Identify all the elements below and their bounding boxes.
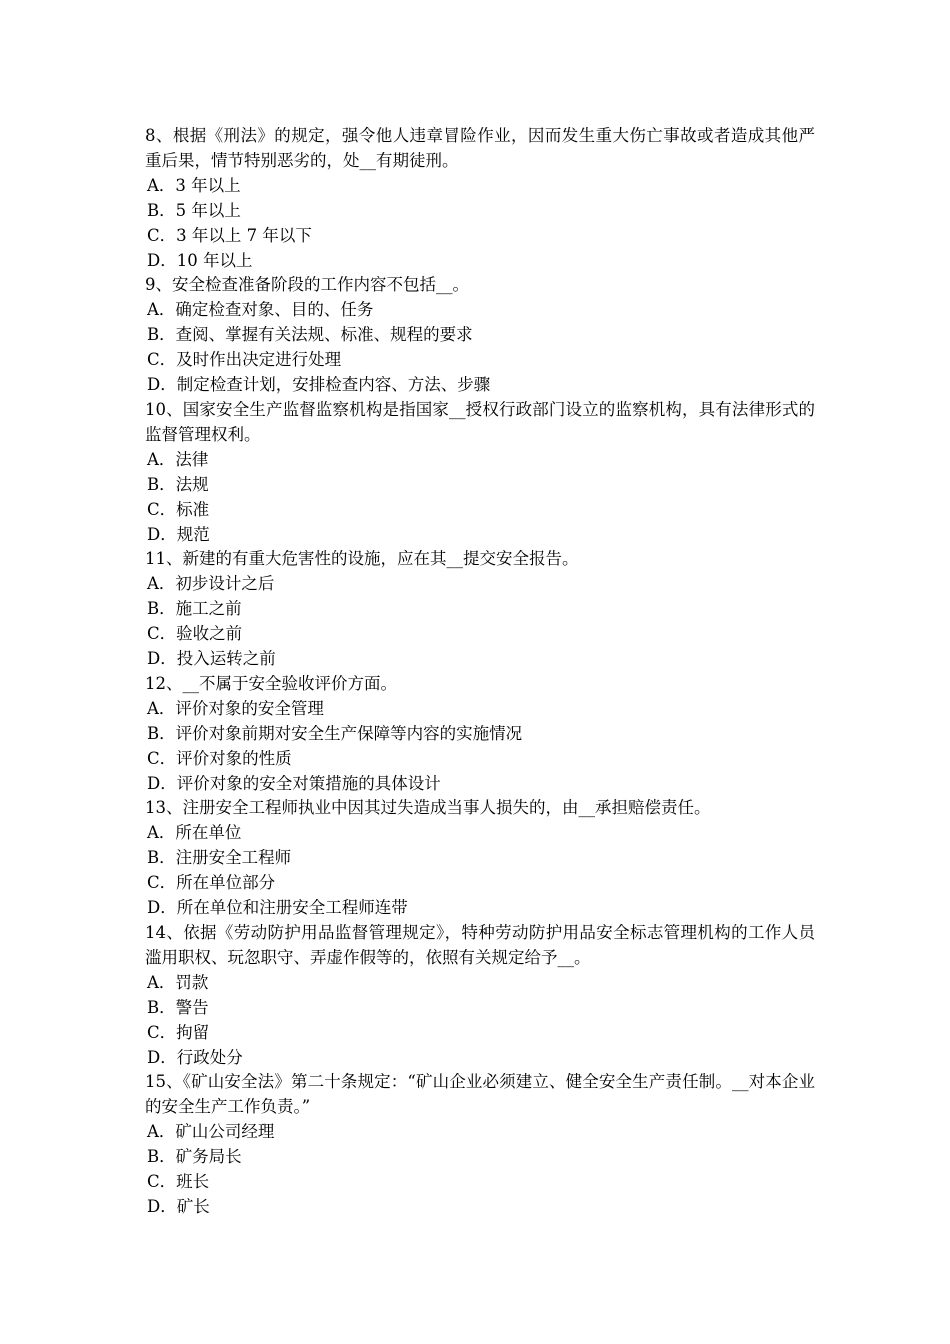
option-b: B．法规 xyxy=(147,474,209,494)
question-text: 13、注册安全工程师执业中因其过失造成当事人损失的，由__承担赔偿责任。 xyxy=(145,798,711,818)
option-a: A．评价对象的安全管理 xyxy=(147,698,324,718)
option-c: C．3 年以上 7 年以下 xyxy=(147,225,312,245)
question-text: 14、依据《劳动防护用品监督管理规定》，特种劳动防护用品安全标志管理机构的工作人员滥用职权、玩忽职守、弄虚作假等的，依照有关规定给予__。 xyxy=(145,923,815,967)
option-a: A．确定检查对象、目的、任务 xyxy=(147,300,374,320)
option-c: C．验收之前 xyxy=(147,624,243,644)
option-a: A．罚款 xyxy=(147,972,209,992)
option-d: D．制定检查计划，安排检查内容、方法、步骤 xyxy=(147,375,491,395)
option-a: A．矿山公司经理 xyxy=(147,1122,275,1142)
option-c: C．所在单位部分 xyxy=(147,873,276,893)
question-14 xyxy=(145,921,815,1070)
question-12 xyxy=(145,672,815,797)
question-text: 11、新建的有重大危害性的设施，应在其__提交安全报告。 xyxy=(145,549,579,569)
option-b: B．评价对象前期对安全生产保障等内容的实施情况 xyxy=(147,723,523,743)
question-text: 10、国家安全生产监督监察机构是指国家__授权行政部门设立的监察机构，具有法律形式的监督管理权利。 xyxy=(145,399,815,444)
question-text: 8、根据《刑法》的规定，强令他人违章冒险作业，因而发生重大伤亡事故或者造成其他严重后果，情节特别恶劣的，处__有期徒刑。 xyxy=(145,126,815,170)
option-d: D．投入运转之前 xyxy=(147,649,276,669)
question-9 xyxy=(145,273,815,398)
question-text: 15、《矿山安全法》第二十条规定：“矿山企业必须建立、健全安全生产责任制。__对本企业的安全生产工作负责。” xyxy=(145,1072,815,1117)
option-c: C．拘留 xyxy=(147,1022,210,1042)
option-d: D．所在单位和注册安全工程师连带 xyxy=(147,898,408,918)
question-10 xyxy=(145,398,815,547)
option-c: C．标准 xyxy=(147,499,210,519)
option-b: B．注册安全工程师 xyxy=(147,848,292,868)
question-11 xyxy=(145,547,815,672)
question-8 xyxy=(145,124,815,273)
option-c: C．评价对象的性质 xyxy=(147,748,292,768)
option-d: D．规范 xyxy=(147,524,210,544)
option-b: B．警告 xyxy=(147,997,209,1017)
option-c: C．及时作出决定进行处理 xyxy=(147,350,342,370)
option-d: D．评价对象的安全对策措施的具体设计 xyxy=(147,773,441,793)
option-d: D．矿长 xyxy=(147,1196,210,1216)
option-b: B．查阅、掌握有关法规、标准、规程的要求 xyxy=(147,325,473,345)
option-b: B．矿务局长 xyxy=(147,1147,242,1167)
option-a: A．所在单位 xyxy=(147,823,242,843)
question-text: 9、安全检查准备阶段的工作内容不包括__。 xyxy=(145,275,469,295)
option-b: B．施工之前 xyxy=(147,599,242,619)
option-c: C．班长 xyxy=(147,1172,210,1192)
option-d: D．行政处分 xyxy=(147,1047,243,1067)
option-a: A．3 年以上 xyxy=(147,175,241,195)
document-page xyxy=(145,124,815,1220)
question-text: 12、__不属于安全验收评价方面。 xyxy=(145,673,397,693)
question-13 xyxy=(145,796,815,921)
option-d: D．10 年以上 xyxy=(147,250,253,270)
option-b: B．5 年以上 xyxy=(147,200,241,220)
option-a: A．初步设计之后 xyxy=(147,574,275,594)
option-a: A．法律 xyxy=(147,449,209,469)
question-15 xyxy=(145,1070,815,1219)
